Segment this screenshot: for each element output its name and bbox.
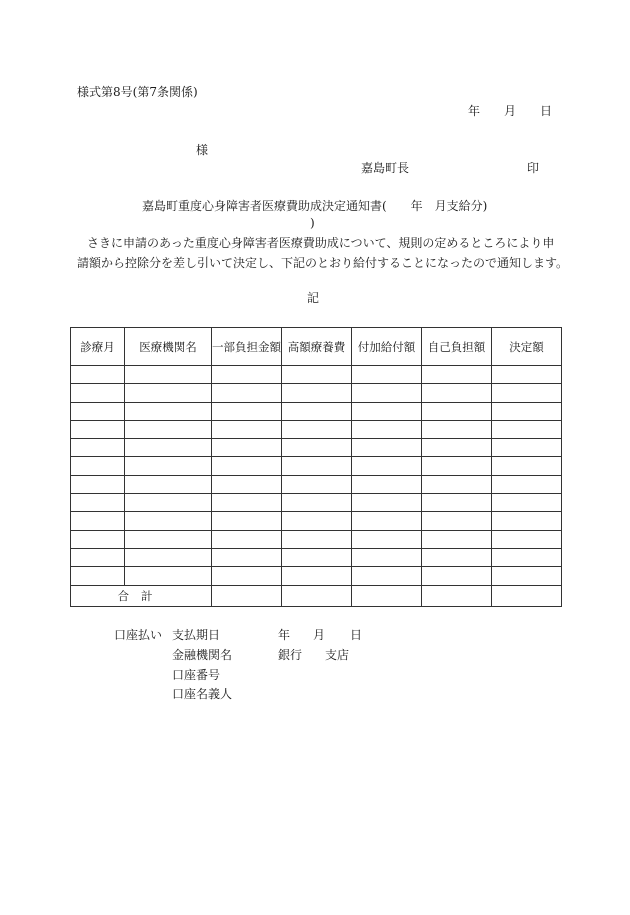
bank-name-label: 金融機関名 bbox=[172, 648, 233, 662]
form-number: 様式第8号(第7条関係) bbox=[77, 85, 198, 99]
table-cell bbox=[282, 366, 352, 384]
table-cell bbox=[422, 402, 492, 420]
pay-date-label: 支払期日 bbox=[172, 628, 221, 642]
table-cell bbox=[71, 548, 125, 566]
table-cell bbox=[212, 402, 282, 420]
table-cell bbox=[212, 530, 282, 548]
table-cell bbox=[71, 366, 125, 384]
table-cell bbox=[492, 548, 562, 566]
table-cell bbox=[212, 366, 282, 384]
table-cell bbox=[282, 457, 352, 475]
table-cell bbox=[352, 548, 422, 566]
table-cell bbox=[125, 494, 212, 512]
table-row bbox=[71, 420, 562, 438]
table-cell bbox=[125, 530, 212, 548]
total-cell bbox=[212, 585, 282, 606]
date-day-unit: 日 bbox=[540, 104, 553, 118]
table-cell bbox=[282, 530, 352, 548]
table-cell bbox=[492, 530, 562, 548]
table-cell bbox=[352, 420, 422, 438]
table-cell bbox=[71, 420, 125, 438]
table-cell bbox=[422, 384, 492, 402]
body-text-line-2: 請額から控除分を差し引いて決定し、下記のとおり給付することになったので通知します。 bbox=[77, 256, 569, 270]
table-cell bbox=[212, 457, 282, 475]
table-cell bbox=[212, 420, 282, 438]
table-cell bbox=[492, 494, 562, 512]
column-header: 決定額 bbox=[492, 328, 562, 366]
pay-date-day-unit: 日 bbox=[350, 628, 363, 642]
column-header: 一部負担金額 bbox=[212, 328, 282, 366]
total-cell bbox=[282, 585, 352, 606]
table-cell bbox=[212, 475, 282, 493]
table-cell bbox=[212, 567, 282, 585]
table-cell bbox=[422, 530, 492, 548]
column-header: 付加給付額 bbox=[352, 328, 422, 366]
table-row bbox=[71, 475, 562, 493]
column-header: 医療機関名 bbox=[125, 328, 212, 366]
benefit-detail-table bbox=[70, 327, 562, 607]
table-cell bbox=[492, 384, 562, 402]
table-cell bbox=[125, 457, 212, 475]
table-row bbox=[71, 548, 562, 566]
total-cell bbox=[352, 585, 422, 606]
column-header: 高額療養費 bbox=[282, 328, 352, 366]
table-row bbox=[71, 494, 562, 512]
table-cell bbox=[492, 420, 562, 438]
total-cell bbox=[422, 585, 492, 606]
total-cell bbox=[492, 585, 562, 606]
table-cell bbox=[71, 512, 125, 530]
table-cell bbox=[492, 402, 562, 420]
table-cell bbox=[352, 384, 422, 402]
table-row bbox=[71, 439, 562, 457]
table-cell bbox=[422, 439, 492, 457]
seal-mark: 印 bbox=[527, 161, 540, 175]
table-cell bbox=[492, 439, 562, 457]
table-cell bbox=[125, 567, 212, 585]
table-cell bbox=[422, 548, 492, 566]
table-cell bbox=[125, 475, 212, 493]
table-cell bbox=[282, 475, 352, 493]
table-cell bbox=[422, 494, 492, 512]
table-row bbox=[71, 402, 562, 420]
table-cell bbox=[125, 366, 212, 384]
column-header: 診療月 bbox=[71, 328, 125, 366]
table-cell bbox=[282, 567, 352, 585]
table-cell bbox=[492, 512, 562, 530]
table-cell bbox=[125, 402, 212, 420]
table-cell bbox=[212, 494, 282, 512]
table-cell bbox=[492, 475, 562, 493]
pay-date-month-unit: 月 bbox=[313, 628, 326, 642]
table-cell bbox=[71, 567, 125, 585]
table-row bbox=[71, 512, 562, 530]
mayor-title: 嘉島町長 bbox=[361, 161, 410, 175]
table-row bbox=[71, 457, 562, 475]
bank-unit: 銀行 bbox=[278, 648, 303, 662]
table-cell bbox=[352, 494, 422, 512]
table-cell bbox=[282, 384, 352, 402]
table-cell bbox=[282, 494, 352, 512]
total-label: 合計 bbox=[71, 585, 212, 606]
pay-date-year-unit: 年 bbox=[278, 628, 291, 642]
table-row bbox=[71, 366, 562, 384]
notice-title: 嘉島町重度心身障害者医療費助成決定通知書( 年 月支給分) bbox=[142, 199, 488, 213]
table-row bbox=[71, 384, 562, 402]
table-cell bbox=[125, 512, 212, 530]
table-cell bbox=[352, 512, 422, 530]
table-cell bbox=[212, 384, 282, 402]
table-cell bbox=[125, 548, 212, 566]
table-cell bbox=[282, 548, 352, 566]
ki-heading: 記 bbox=[307, 291, 320, 305]
table-cell bbox=[125, 384, 212, 402]
table-cell bbox=[352, 457, 422, 475]
table-cell bbox=[282, 439, 352, 457]
table-cell bbox=[422, 475, 492, 493]
table-cell bbox=[212, 439, 282, 457]
table-cell bbox=[422, 366, 492, 384]
table-cell bbox=[422, 420, 492, 438]
table-cell bbox=[71, 439, 125, 457]
table-cell bbox=[352, 567, 422, 585]
table-body bbox=[71, 366, 562, 586]
table-cell bbox=[71, 475, 125, 493]
payment-method-label: 口座払い bbox=[114, 628, 163, 642]
total-row bbox=[71, 585, 562, 606]
table-cell bbox=[71, 494, 125, 512]
column-header: 自己負担額 bbox=[422, 328, 492, 366]
table-cell bbox=[282, 512, 352, 530]
table-cell bbox=[422, 567, 492, 585]
table-cell bbox=[492, 567, 562, 585]
table-row bbox=[71, 530, 562, 548]
table-cell bbox=[352, 475, 422, 493]
table-cell bbox=[422, 512, 492, 530]
table-cell bbox=[282, 402, 352, 420]
table-cell bbox=[125, 420, 212, 438]
table-cell bbox=[352, 439, 422, 457]
table-cell bbox=[352, 402, 422, 420]
account-holder-label: 口座名義人 bbox=[172, 687, 233, 701]
body-text-line-1: さきに申請のあった重度心身障害者医療費助成について、規則の定めるところにより申 bbox=[87, 236, 555, 250]
recipient-honorific: 様 bbox=[196, 143, 209, 157]
branch-unit: 支店 bbox=[325, 648, 350, 662]
table-cell bbox=[71, 530, 125, 548]
table-cell bbox=[212, 548, 282, 566]
notice-title-close-paren: ) bbox=[310, 216, 315, 230]
table-cell bbox=[71, 402, 125, 420]
table-cell bbox=[492, 366, 562, 384]
table-cell bbox=[352, 530, 422, 548]
table-cell bbox=[352, 366, 422, 384]
table-cell bbox=[492, 457, 562, 475]
table-row bbox=[71, 567, 562, 585]
table-cell bbox=[282, 420, 352, 438]
account-number-label: 口座番号 bbox=[172, 668, 221, 682]
table-cell bbox=[212, 512, 282, 530]
table-cell bbox=[71, 384, 125, 402]
table-header-row bbox=[71, 328, 562, 366]
date-year-unit: 年 bbox=[468, 104, 481, 118]
table-cell bbox=[422, 457, 492, 475]
table-cell bbox=[71, 457, 125, 475]
date-month-unit: 月 bbox=[504, 104, 517, 118]
table-cell bbox=[125, 439, 212, 457]
